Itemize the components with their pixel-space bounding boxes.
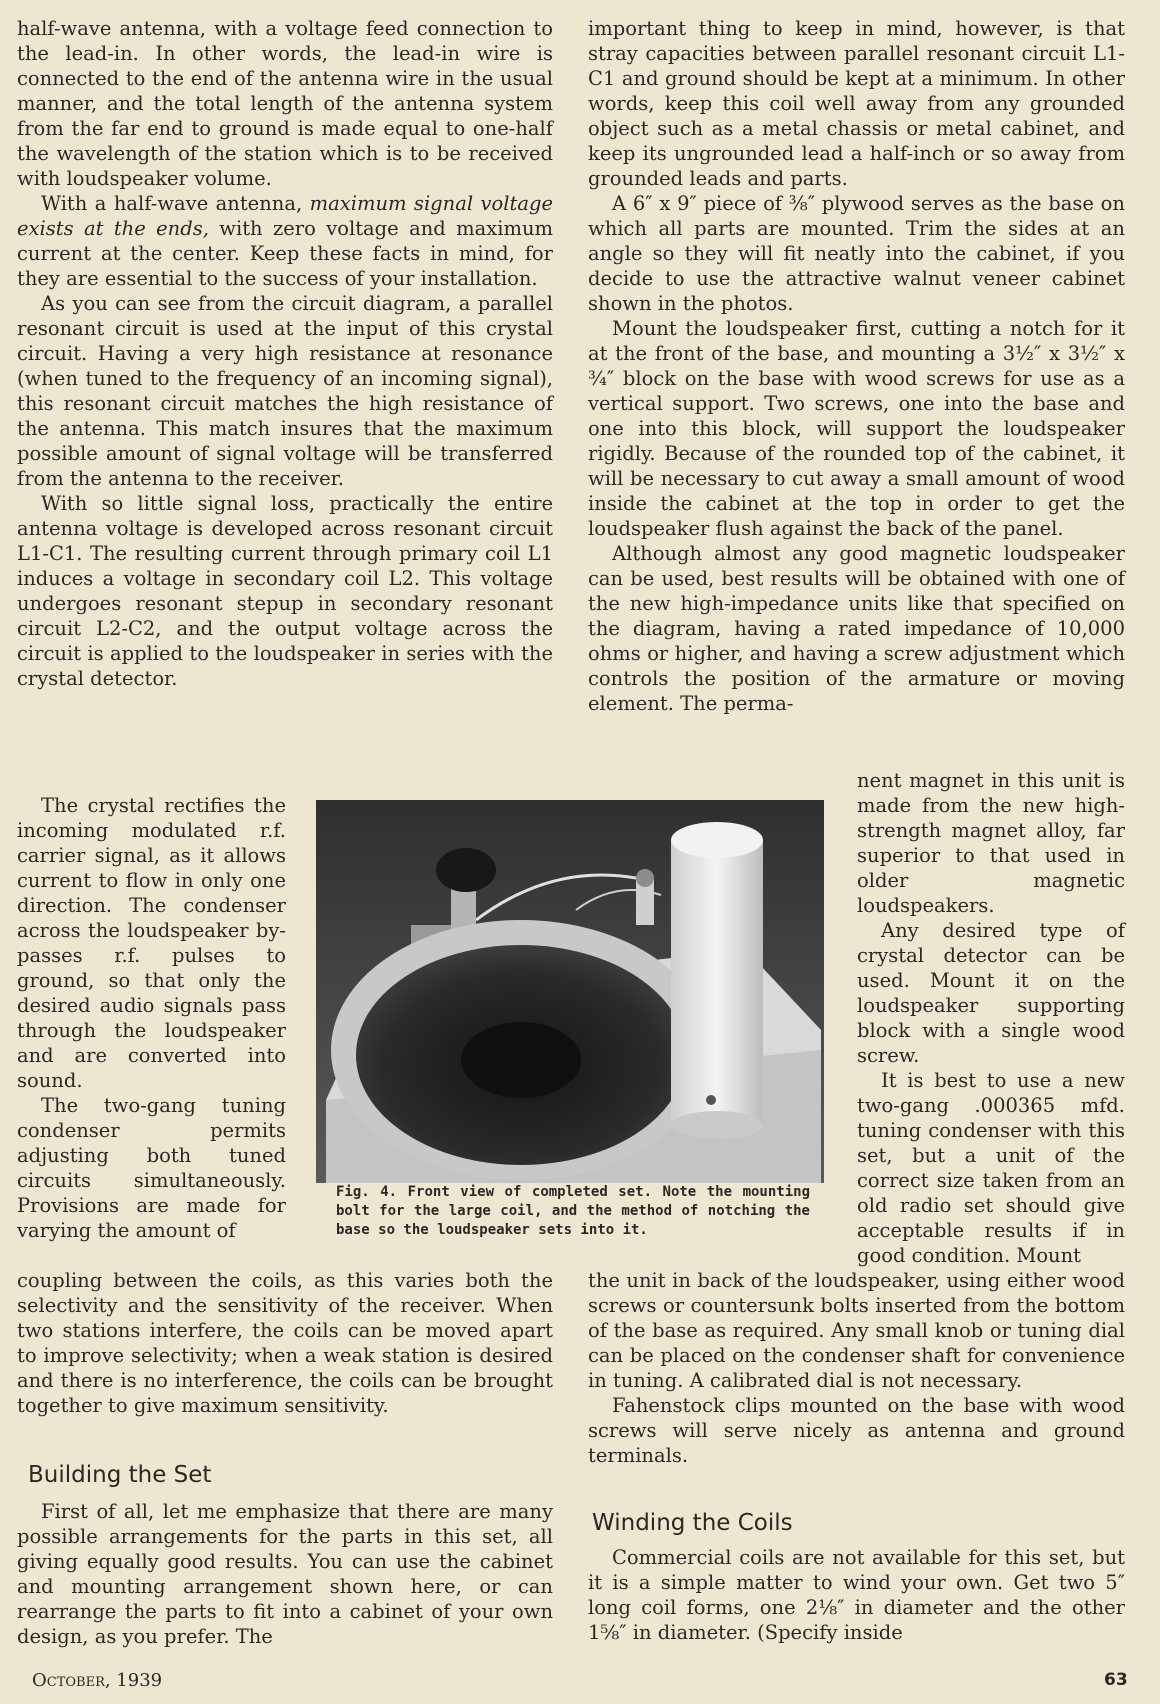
paragraph: It is best to use a new two-gang .000365 mfd. tuning condenser with this set, but a unit of the correct size taken from an old radio set should give acceptable results if in good condition. Mount	[857, 1069, 1125, 1267]
left-column-narrow	[17, 793, 286, 1243]
emphasis-text: maximum signal voltage exists at the ends,	[17, 192, 553, 240]
paragraph: coupling between the coils, as this varies both the selectivity and the sensitivity of the receiver. When two stations interfere, the coils can be moved apart to improve selectivity; when a weak station is desired and there is no interference, the coils can be brought together to give maximum sensitivity.	[17, 1269, 553, 1417]
paragraph: the unit in back of the loudspeaker, using either wood screws or countersunk bolts inserted from the bottom of the base as required. Any small knob or tuning dial can be placed on the condenser shaft for convenience in tuning. A calibrated dial is not necessary.	[588, 1269, 1125, 1392]
paragraph: The two-gang tuning condenser permits adjusting both tuned circuits simultaneously. Provisions are made for varying the amount of	[17, 1094, 286, 1242]
radio-set-photo	[316, 800, 824, 1183]
text-span: With a half-wave antenna,	[41, 192, 310, 215]
paragraph: Although almost any good magnetic loudspeaker can be used, best results will be obtained with one of the new high-impedance units like that specified on the diagram, having a rated impedance of 10,000 ohms or higher, and having a screw adjustment which controls the position of the armature or moving element. The perma-	[588, 542, 1125, 715]
left-column-bottom	[17, 1268, 553, 1418]
paragraph: As you can see from the circuit diagram, a parallel resonant circuit is used at the input of this crystal circuit. Having a very high resistance at resonance (when tuned to the frequency of an incoming signal), this resonant circuit matches the high resistance of the antenna. This match insures that the maximum possible amount of signal voltage will be transferred from the antenna to the receiver.	[17, 292, 553, 490]
paragraph: Mount the loudspeaker first, cutting a notch for it at the front of the base, and mounting a 3½″ x 3½″ x ¾″ block on the base with wood screws for use as a vertical support. Two screws, one into the base and one into this block, will support the loudspeaker rigidly. Because of the rounded top of the cabinet, it will be necessary to cut away a small amount of wood inside the cabinet at the top in order to get the loudspeaker flush against the back of the panel.	[588, 317, 1125, 540]
section-heading-winding: Winding the Coils	[592, 1510, 793, 1536]
figure-photo	[316, 800, 824, 1183]
right-column-bottom	[588, 1268, 1125, 1468]
page-number: 63	[1104, 1670, 1128, 1690]
right-column-bottom-2	[588, 1545, 1125, 1645]
left-column-top	[17, 16, 553, 691]
paragraph: The crystal rectifies the incoming modulated r.f. carrier signal, as it allows current to flow in only one direction. The condenser across the loudspeaker by-passes r.f. pulses to ground, so that only the desired audio signals pass through the loudspeaker and are converted into sound.	[17, 794, 286, 1092]
paragraph: Fahenstock clips mounted on the base with wood screws will serve nicely as antenna and ground terminals.	[588, 1394, 1125, 1467]
figure-caption: Fig. 4. Front view of completed set. Note the mounting bolt for the large coil, and the method of notching the base so the loudspeaker sets into it.	[336, 1184, 810, 1238]
text-span: with zero voltage and maximum current at the center. Keep these facts in mind, for they are essential to the success of your installation.	[17, 217, 553, 290]
section-heading-building: Building the Set	[28, 1462, 212, 1488]
paragraph: important thing to keep in mind, however, is that stray capacities between parallel resonant circuit L1-C1 and ground should be kept at a minimum. In other words, keep this coil well away from any grounded object such as a metal chassis or metal cabinet, and keep its ungrounded lead a half-inch or so away from grounded leads and parts.	[588, 17, 1125, 190]
right-column-narrow	[857, 768, 1125, 1268]
paragraph: First of all, let me emphasize that there are many possible arrangements for the parts in this set, all giving equally good results. You can use the cabinet and mounting arrangement shown here, or can rearrange the parts to fit into a cabinet of your own design, as you prefer. The	[17, 1500, 553, 1648]
left-column-bottom-2	[17, 1499, 553, 1649]
paragraph: Commercial coils are not available for this set, but it is a simple matter to wind your own. Get two 5″ long coil forms, one 2⅛″ in diameter and the other 1⅝″ in diameter. (Specify inside	[588, 1546, 1125, 1644]
paragraph: half-wave antenna, with a voltage feed connection to the lead-in. In other words, the lead-in wire is connected to the end of the antenna wire in the usual manner, and the total length of the antenna system from the far end to ground is made equal to one-half the wavelength of the station which is to be received with loudspeaker volume.	[17, 17, 553, 190]
paragraph: nent magnet in this unit is made from the new high-strength magnet alloy, far superior to that used in older magnetic loudspeakers.	[857, 769, 1125, 917]
paragraph: A 6″ x 9″ piece of ⅜″ plywood serves as the base on which all parts are mounted. Trim the sides at an angle so they will fit neatly into the cabinet, if you decide to use the attractive walnut veneer cabinet shown in the photos.	[588, 192, 1125, 315]
paragraph: Any desired type of crystal detector can be used. Mount it on the loudspeaker supporting block with a single wood screw.	[857, 919, 1125, 1067]
paragraph: With so little signal loss, practically the entire antenna voltage is developed across resonant circuit L1-C1. The resulting current through primary coil L1 induces a voltage in secondary coil L2. This voltage undergoes resonant stepup in secondary resonant circuit L2-C2, and the output voltage across the circuit is applied to the loudspeaker in series with the crystal detector.	[17, 492, 553, 690]
right-column-top	[588, 16, 1125, 716]
paragraph	[17, 191, 553, 291]
footer-date: October, 1939	[32, 1670, 163, 1691]
